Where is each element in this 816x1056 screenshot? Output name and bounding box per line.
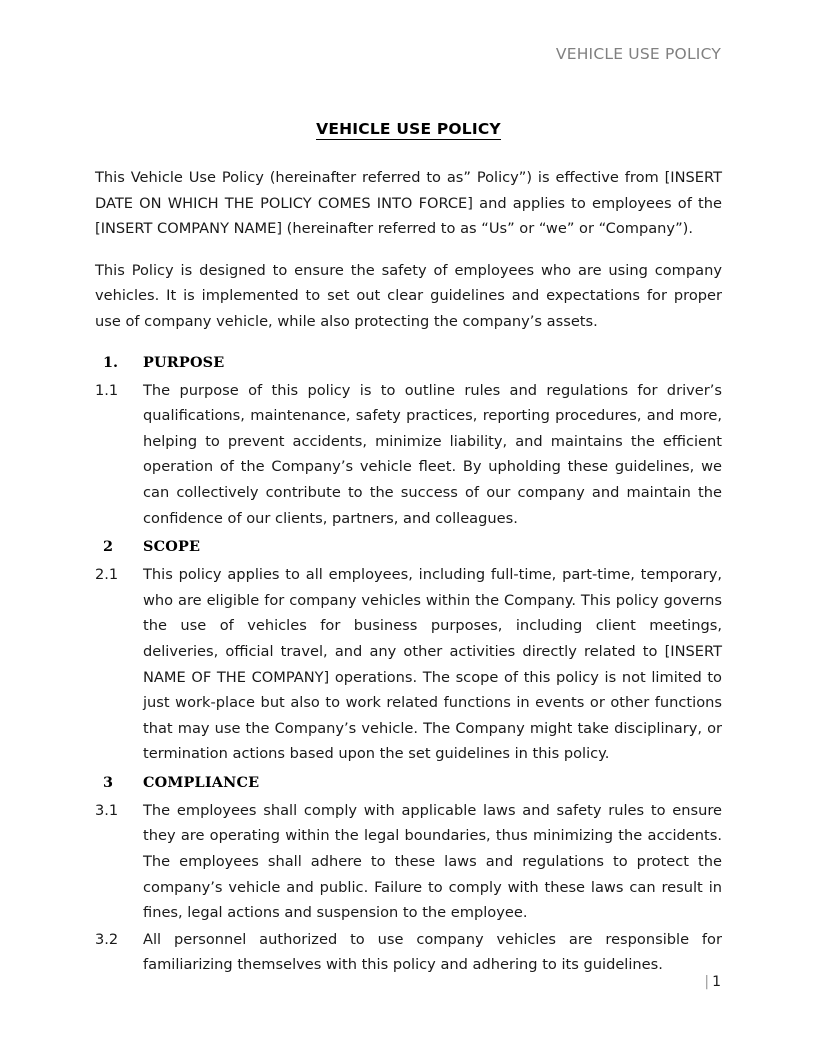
section-heading-scope	[95, 535, 722, 559]
clause-number: 2.1	[95, 566, 119, 584]
section-title: SCOPE	[143, 538, 201, 556]
section-title: COMPLIANCE	[143, 773, 260, 791]
running-header-text: VEHICLE USE POLICY	[555, 45, 721, 63]
clause-2-1	[95, 562, 722, 767]
page-title-text: VEHICLE USE POLICY	[316, 120, 501, 138]
intro-paragraph-2: This Policy is designed to ensure the safety of employees who are using company vehicles. It is implemented to set out clear guidelines and expectations for proper use of company vehicle, while also protecting the company’s assets.	[95, 261, 722, 330]
clause-number: 1.1	[95, 381, 119, 399]
section-heading-purpose	[95, 351, 722, 375]
clause-number: 3.1	[95, 801, 119, 819]
page-footer	[95, 972, 721, 992]
clause-text: The purpose of this policy is to outline rules and regulations for driver’s qualifications, maintenance, safety practices, reporting procedures, and more, helping to prevent accidents, minimize liability, and maintains the efficient operation of the Company’s vehicle fleet. By upholding these guidelines, we can collectively contribute to the success of our company and maintain the confidence of our clients, partners, and colleagues.	[143, 381, 722, 527]
footer-separator: |	[704, 974, 710, 990]
section-number: 3	[103, 773, 114, 791]
running-header	[95, 44, 721, 64]
document-body	[95, 118, 722, 979]
clause-text: All personnel authorized to use company vehicles are responsible for familiarizing themselves with this policy and adhering to its guidelines.	[143, 930, 722, 974]
section-heading-compliance	[95, 771, 722, 795]
clause-1-1	[95, 378, 722, 532]
clause-number: 3.2	[95, 930, 119, 948]
section-number: 2	[103, 538, 114, 556]
section-title: PURPOSE	[143, 353, 225, 371]
clause-3-1	[95, 798, 722, 926]
footer-page-number: 1	[712, 974, 721, 990]
page-title	[95, 118, 722, 140]
clause-3-2	[95, 927, 722, 978]
clause-text: This policy applies to all employees, including full-time, part-time, temporary, who are eligible for company vehicles within the Company. This policy governs the use of vehicles for business purposes, including client meetings, deliveries, official travel, and any other activities directly related to [INSERT NAME OF THE COMPANY] operations. The scope of this policy is not limited to just work-place but also to work related functions in events or other functions that may use the Company’s vehicle. The Company might take disciplinary, or termination actions based upon the set guidelines in this policy.	[143, 566, 722, 763]
intro-paragraph-1: This Vehicle Use Policy (hereinafter referred to as” Policy”) is effective from [INSERT DATE ON WHICH THE POLICY COMES INTO FORCE] and applies to employees of the [INSERT COMPANY NAME] (hereinafter referred to as “Us” or “we” or “Company”).	[95, 169, 722, 238]
clause-text: The employees shall comply with applicable laws and safety rules to ensure they are operating within the legal boundaries, thus minimizing the accidents. The employees shall adhere to these laws and regulations to protect the company’s vehicle and public. Failure to comply with these laws can result in fines, legal actions and suspension to the employee.	[143, 801, 722, 922]
section-number: 1.	[103, 353, 119, 371]
